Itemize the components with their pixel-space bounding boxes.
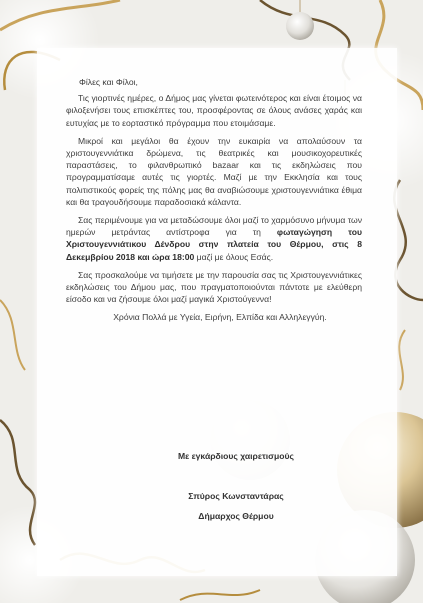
paragraph: Τις γιορτινές ημέρες, ο Δήμος μας γίνεται φωτεινότερος και είναι έτοιμος να φιλοξενήσει τους επισκέπτες του, προσφέροντας σε όλους ανάσες χαράς και ευτυχίας με το εορταστικό πρόγραμμα που ετοιμάσαμε. <box>66 93 362 128</box>
paragraph-text: Σας περιμένουμε για να μεταδώσουμε όλοι μαζί το χαρμόσυνο μήνυμα των ημερών μετράντας αντίστροφα για τη <box>66 215 362 238</box>
signer-name: Σπύρος Κωνσταντάρας <box>188 491 284 501</box>
letter-body <box>66 76 362 330</box>
signer-title: Δήμαρχος Θέρμου <box>198 511 274 521</box>
paragraph <box>66 214 362 263</box>
paragraph: Μικροί και μεγάλοι θα έχουν την ευκαιρία να απολαύσουν τα χριστουγεννιάτικα δρώμενα, τις θεατρικές και μουσικοχορευτικές παραστάσεις, το φιλανθρωπικό bazaar και τις εκδηλώσεις που προγραμματίσαμε αυτές τις γιορτές. Μαζί με την Εκκλησία και τους πολιτιστικούς φορείς της πόλης μας θα αναβιώσουμε χριστουγεννιάτικα έθιμα και θα τραγουδήσουμε παραδοσιακά κάλαντα. <box>66 135 362 207</box>
wishes: Χρόνια Πολλά με Υγεία, Ειρήνη, Ελπίδα και Αλληλεγγύη. <box>113 312 327 323</box>
regards: Με εγκάρδιους χαιρετισμούς <box>177 451 295 461</box>
salutation: Φίλες και Φίλοι, <box>79 77 138 87</box>
event-highlight: φωταγώγηση του Χριστουγεννιάτικου Δένδρου στην πλατεία του Θέρμου, στις 8 Δεκεμβρίου 2018 και ώρα 18:00 <box>66 227 362 262</box>
paragraph-text: μαζί με όλους Εσάς. <box>194 251 274 262</box>
paragraph: Σας προσκαλούμε να τιμήσετε με την παρουσία σας τις Χριστουγεννιάτικες εκδηλώσεις του Δήμου μας, που πραγματοποιούνται πάντοτε με ελεύθερη είσοδο και να ζήσουμε όλοι μαζί μαγικά Χριστούγεννα! <box>66 269 362 305</box>
ornament <box>286 12 314 40</box>
